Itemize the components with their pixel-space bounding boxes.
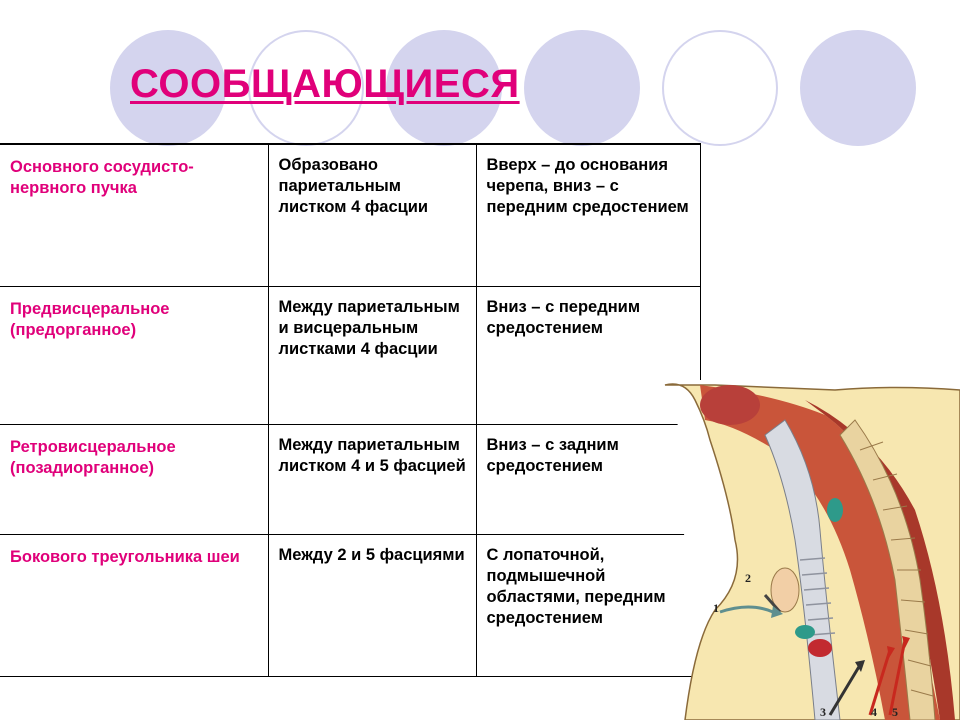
space-communication: С лопаточной, подмышечной областями, передним средостением: [476, 534, 700, 676]
space-communication: Вниз – с задним средостением: [476, 424, 700, 534]
figure-label-5: 5: [892, 705, 898, 719]
decor-circle-6: [800, 30, 916, 146]
space-communication: Вверх – до основания черепа, вниз – с передним средостением: [476, 144, 700, 286]
figure-label-2: 2: [745, 571, 751, 585]
space-formation: Между париетальным и висцеральным листками 4 фасции: [268, 286, 476, 424]
space-name: Предвисцеральное (предорганное): [0, 286, 268, 424]
figure-label-3: 3: [820, 705, 826, 719]
space-name: Ретровисцеральное (позадиорганное): [0, 424, 268, 534]
space-name: Бокового треугольника шеи: [0, 534, 268, 676]
decor-circle-5: [662, 30, 778, 146]
space-formation: Образовано париетальным листком 4 фасции: [268, 144, 476, 286]
table-row: [0, 534, 700, 676]
figure-label-4: 4: [871, 705, 877, 719]
spaces-table: [0, 143, 701, 677]
space-formation: Между париетальным листком 4 и 5 фасцией: [268, 424, 476, 534]
neck-section-illustration: [655, 380, 960, 720]
table-row: [0, 144, 700, 286]
table-row: [0, 286, 700, 424]
space-formation: Между 2 и 5 фасциями: [268, 534, 476, 676]
space-communication: Вниз – с передним средостением: [476, 286, 700, 424]
figure-label-1: 1: [713, 601, 719, 615]
slide-title: СООБЩАЮЩИЕСЯ: [130, 62, 520, 106]
table-row: [0, 424, 700, 534]
decor-circle-4: [524, 30, 640, 146]
space-name: Основного сосудисто- нервного пучка: [0, 144, 268, 286]
